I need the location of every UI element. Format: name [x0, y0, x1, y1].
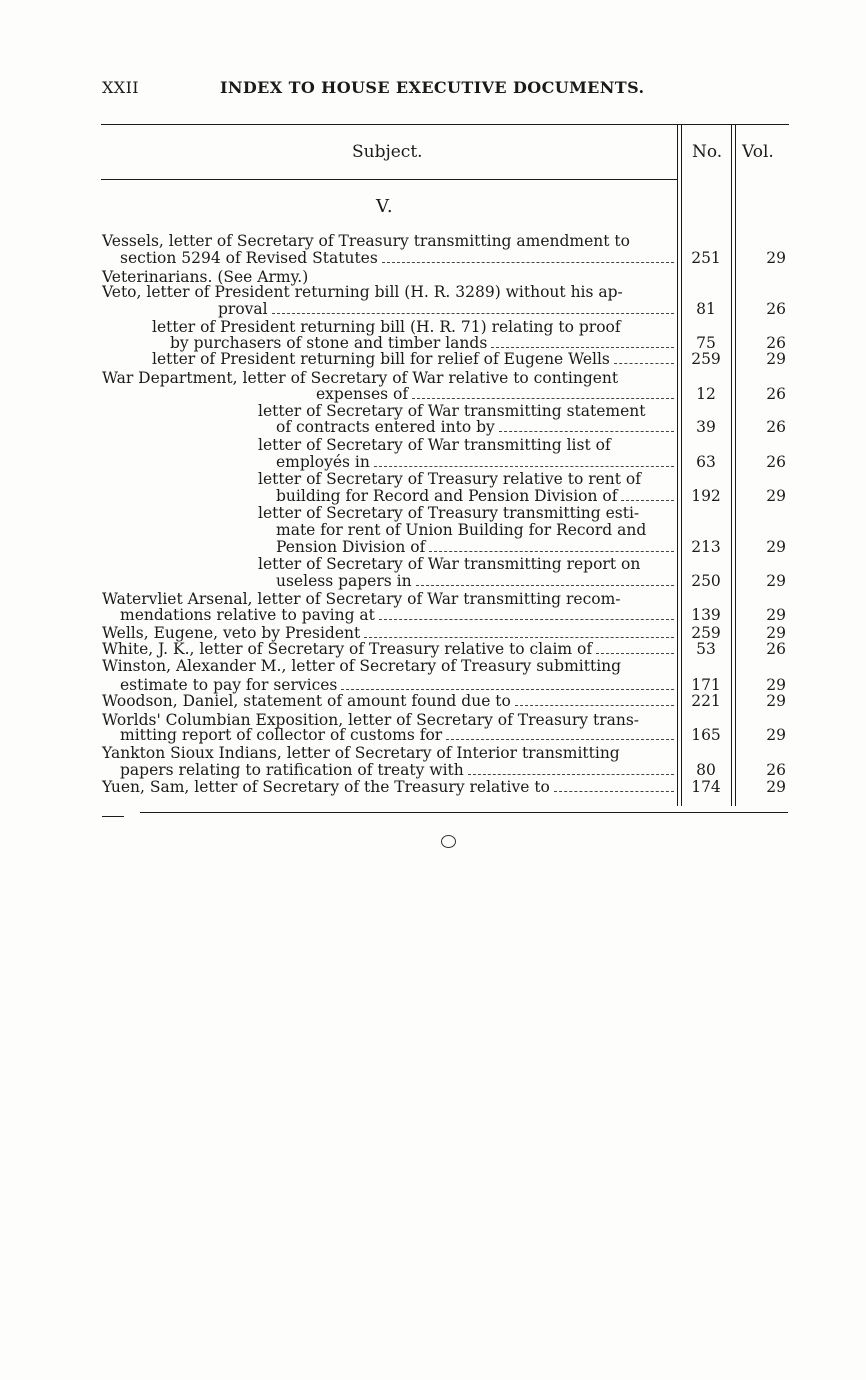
entry-doc-number: 80: [696, 761, 716, 779]
entry-text: letter of Secretary of Treasury relative to rent of: [258, 470, 641, 488]
index-entry-line: [0, 726, 866, 744]
entry-text: employés in: [276, 453, 370, 471]
dot-leader: [412, 380, 674, 399]
entry-text: mate for rent of Union Building for Record and: [276, 521, 647, 539]
running-head: [102, 78, 682, 100]
column-header-subject: Subject.: [352, 142, 423, 162]
entry-text: Yankton Sioux Indians, letter of Secretary of Interior transmitting: [102, 744, 620, 762]
entry-doc-number: 81: [696, 300, 716, 318]
entry-text: letter of Secretary of Treasury transmitting esti-: [258, 504, 640, 522]
circle-mark-icon: [441, 835, 456, 848]
entry-text: mitting report of collector of customs for: [120, 726, 443, 744]
dot-leader: [429, 533, 674, 552]
dot-leader: [374, 448, 674, 467]
index-entry-line: [0, 504, 866, 522]
entry-volume: 26: [766, 761, 786, 779]
index-entry-line: [0, 418, 866, 436]
entry-text: Wells, Eugene, veto by President: [102, 624, 361, 642]
entry-volume: 29: [766, 606, 786, 624]
entry-text: Worlds' Columbian Exposition, letter of Secretary of Treasury trans-: [102, 711, 640, 729]
entry-volume: 26: [766, 334, 786, 352]
entry-volume: 29: [766, 350, 786, 368]
entry-doc-number: 63: [696, 453, 716, 471]
page-title: INDEX TO HOUSE EXECUTIVE DOCUMENTS.: [220, 78, 645, 97]
index-entry-line: [0, 640, 866, 658]
dot-leader: [596, 635, 674, 654]
entry-doc-number: 259: [691, 624, 721, 642]
entry-text: letter of Secretary of War transmitting statement: [258, 402, 646, 420]
dot-leader: [416, 567, 674, 586]
section-letter: V.: [376, 196, 394, 217]
entry-volume: 26: [766, 385, 786, 403]
entry-volume: 29: [766, 692, 786, 710]
entry-text: building for Record and Pension Division of: [276, 487, 618, 505]
dot-leader: [554, 773, 674, 792]
entry-text: Yuen, Sam, letter of Secretary of the Treasury relative to: [102, 778, 550, 796]
entry-volume: 29: [766, 249, 786, 267]
entry-doc-number: 174: [691, 778, 721, 796]
entry-text: Pension Division of: [276, 538, 426, 556]
entry-doc-number: 39: [696, 418, 716, 436]
entry-text: by purchasers of stone and timber lands: [170, 334, 488, 352]
dot-leader: [446, 721, 674, 740]
index-entry-line: [0, 744, 866, 762]
entry-text: Winston, Alexander M., letter of Secretary of Treasury submitting: [102, 657, 622, 675]
index-entry-line: [0, 778, 866, 796]
entry-doc-number: 53: [696, 640, 716, 658]
index-entry-line: [0, 385, 866, 403]
page-number: XXII: [102, 78, 140, 97]
entry-doc-number: 221: [691, 692, 721, 710]
entry-volume: 29: [766, 676, 786, 694]
entry-volume: 29: [766, 778, 786, 796]
entry-volume: 29: [766, 624, 786, 642]
entry-text: mendations relative to paving at: [120, 606, 375, 624]
entry-doc-number: 12: [696, 385, 716, 403]
dot-leader: [382, 244, 674, 263]
entry-text: letter of President returning bill for relief of Eugene Wells: [152, 350, 610, 368]
index-entry-line: [0, 487, 866, 505]
entry-doc-number: 75: [696, 334, 716, 352]
entry-text: useless papers in: [276, 572, 412, 590]
entry-text: section 5294 of Revised Statutes: [120, 249, 378, 267]
entry-volume: 29: [766, 538, 786, 556]
entry-doc-number: 139: [691, 606, 721, 624]
table-top-rule: [101, 124, 789, 125]
entry-volume: 26: [766, 300, 786, 318]
entry-text: Woodson, Daniel, statement of amount found due to: [102, 692, 511, 710]
header-rule: [101, 179, 677, 180]
entry-text: Vessels, letter of Secretary of Treasury transmitting amendment to: [102, 232, 630, 250]
entry-text: letter of Secretary of War transmitting report on: [258, 555, 641, 573]
entry-text: letter of President returning bill (H. R. 71) relating to proof: [152, 318, 621, 336]
dot-leader: [379, 601, 674, 620]
index-entry-line: [0, 300, 866, 318]
index-entry-line: [0, 761, 866, 779]
index-entry-line: [0, 350, 866, 368]
entry-volume: 26: [766, 640, 786, 658]
entry-text: White, J. K., letter of Secretary of Treasury relative to claim of: [102, 640, 593, 658]
entry-volume: 26: [766, 418, 786, 436]
entry-doc-number: 250: [691, 572, 721, 590]
entry-doc-number: 213: [691, 538, 721, 556]
index-entry-line: [0, 249, 866, 267]
entry-doc-number: 251: [691, 249, 721, 267]
column-header-vol: Vol.: [742, 142, 774, 162]
dot-leader: [614, 345, 674, 364]
entry-text: estimate to pay for services: [120, 676, 338, 694]
table-bottom-rule: [140, 812, 788, 813]
entry-text: proval: [218, 300, 268, 318]
entry-text: papers relating to ratification of treaty with: [120, 761, 464, 779]
entry-volume: 26: [766, 453, 786, 471]
footer-tick: [102, 816, 124, 817]
entry-volume: 29: [766, 572, 786, 590]
index-entry-line: [0, 692, 866, 710]
entry-text: War Department, letter of Secretary of War relative to contingent: [102, 369, 619, 387]
column-header-no: No.: [692, 142, 723, 162]
entry-text: letter of Secretary of War transmitting list of: [258, 436, 611, 454]
index-entry-line: [0, 470, 866, 488]
entry-doc-number: 171: [691, 676, 721, 694]
entry-text: Veto, letter of President returning bill (H. R. 3289) without his ap-: [102, 283, 623, 301]
entry-text: Veterinarians. (See Army.): [102, 268, 309, 286]
entry-text: expenses of: [316, 385, 409, 403]
dot-leader: [621, 482, 674, 501]
entry-text: Watervliet Arsenal, letter of Secretary of War transmitting recom-: [102, 590, 621, 608]
index-entry-line: [0, 538, 866, 556]
entry-volume: 29: [766, 726, 786, 744]
index-entry-line: [0, 453, 866, 471]
entry-volume: 29: [766, 487, 786, 505]
dot-leader: [499, 413, 674, 432]
entry-doc-number: 259: [691, 350, 721, 368]
index-entry-line: [0, 572, 866, 590]
entry-text: of contracts entered into by: [276, 418, 495, 436]
dot-leader: [515, 687, 674, 706]
entry-doc-number: 192: [691, 487, 721, 505]
dot-leader: [272, 295, 674, 314]
entry-doc-number: 165: [691, 726, 721, 744]
